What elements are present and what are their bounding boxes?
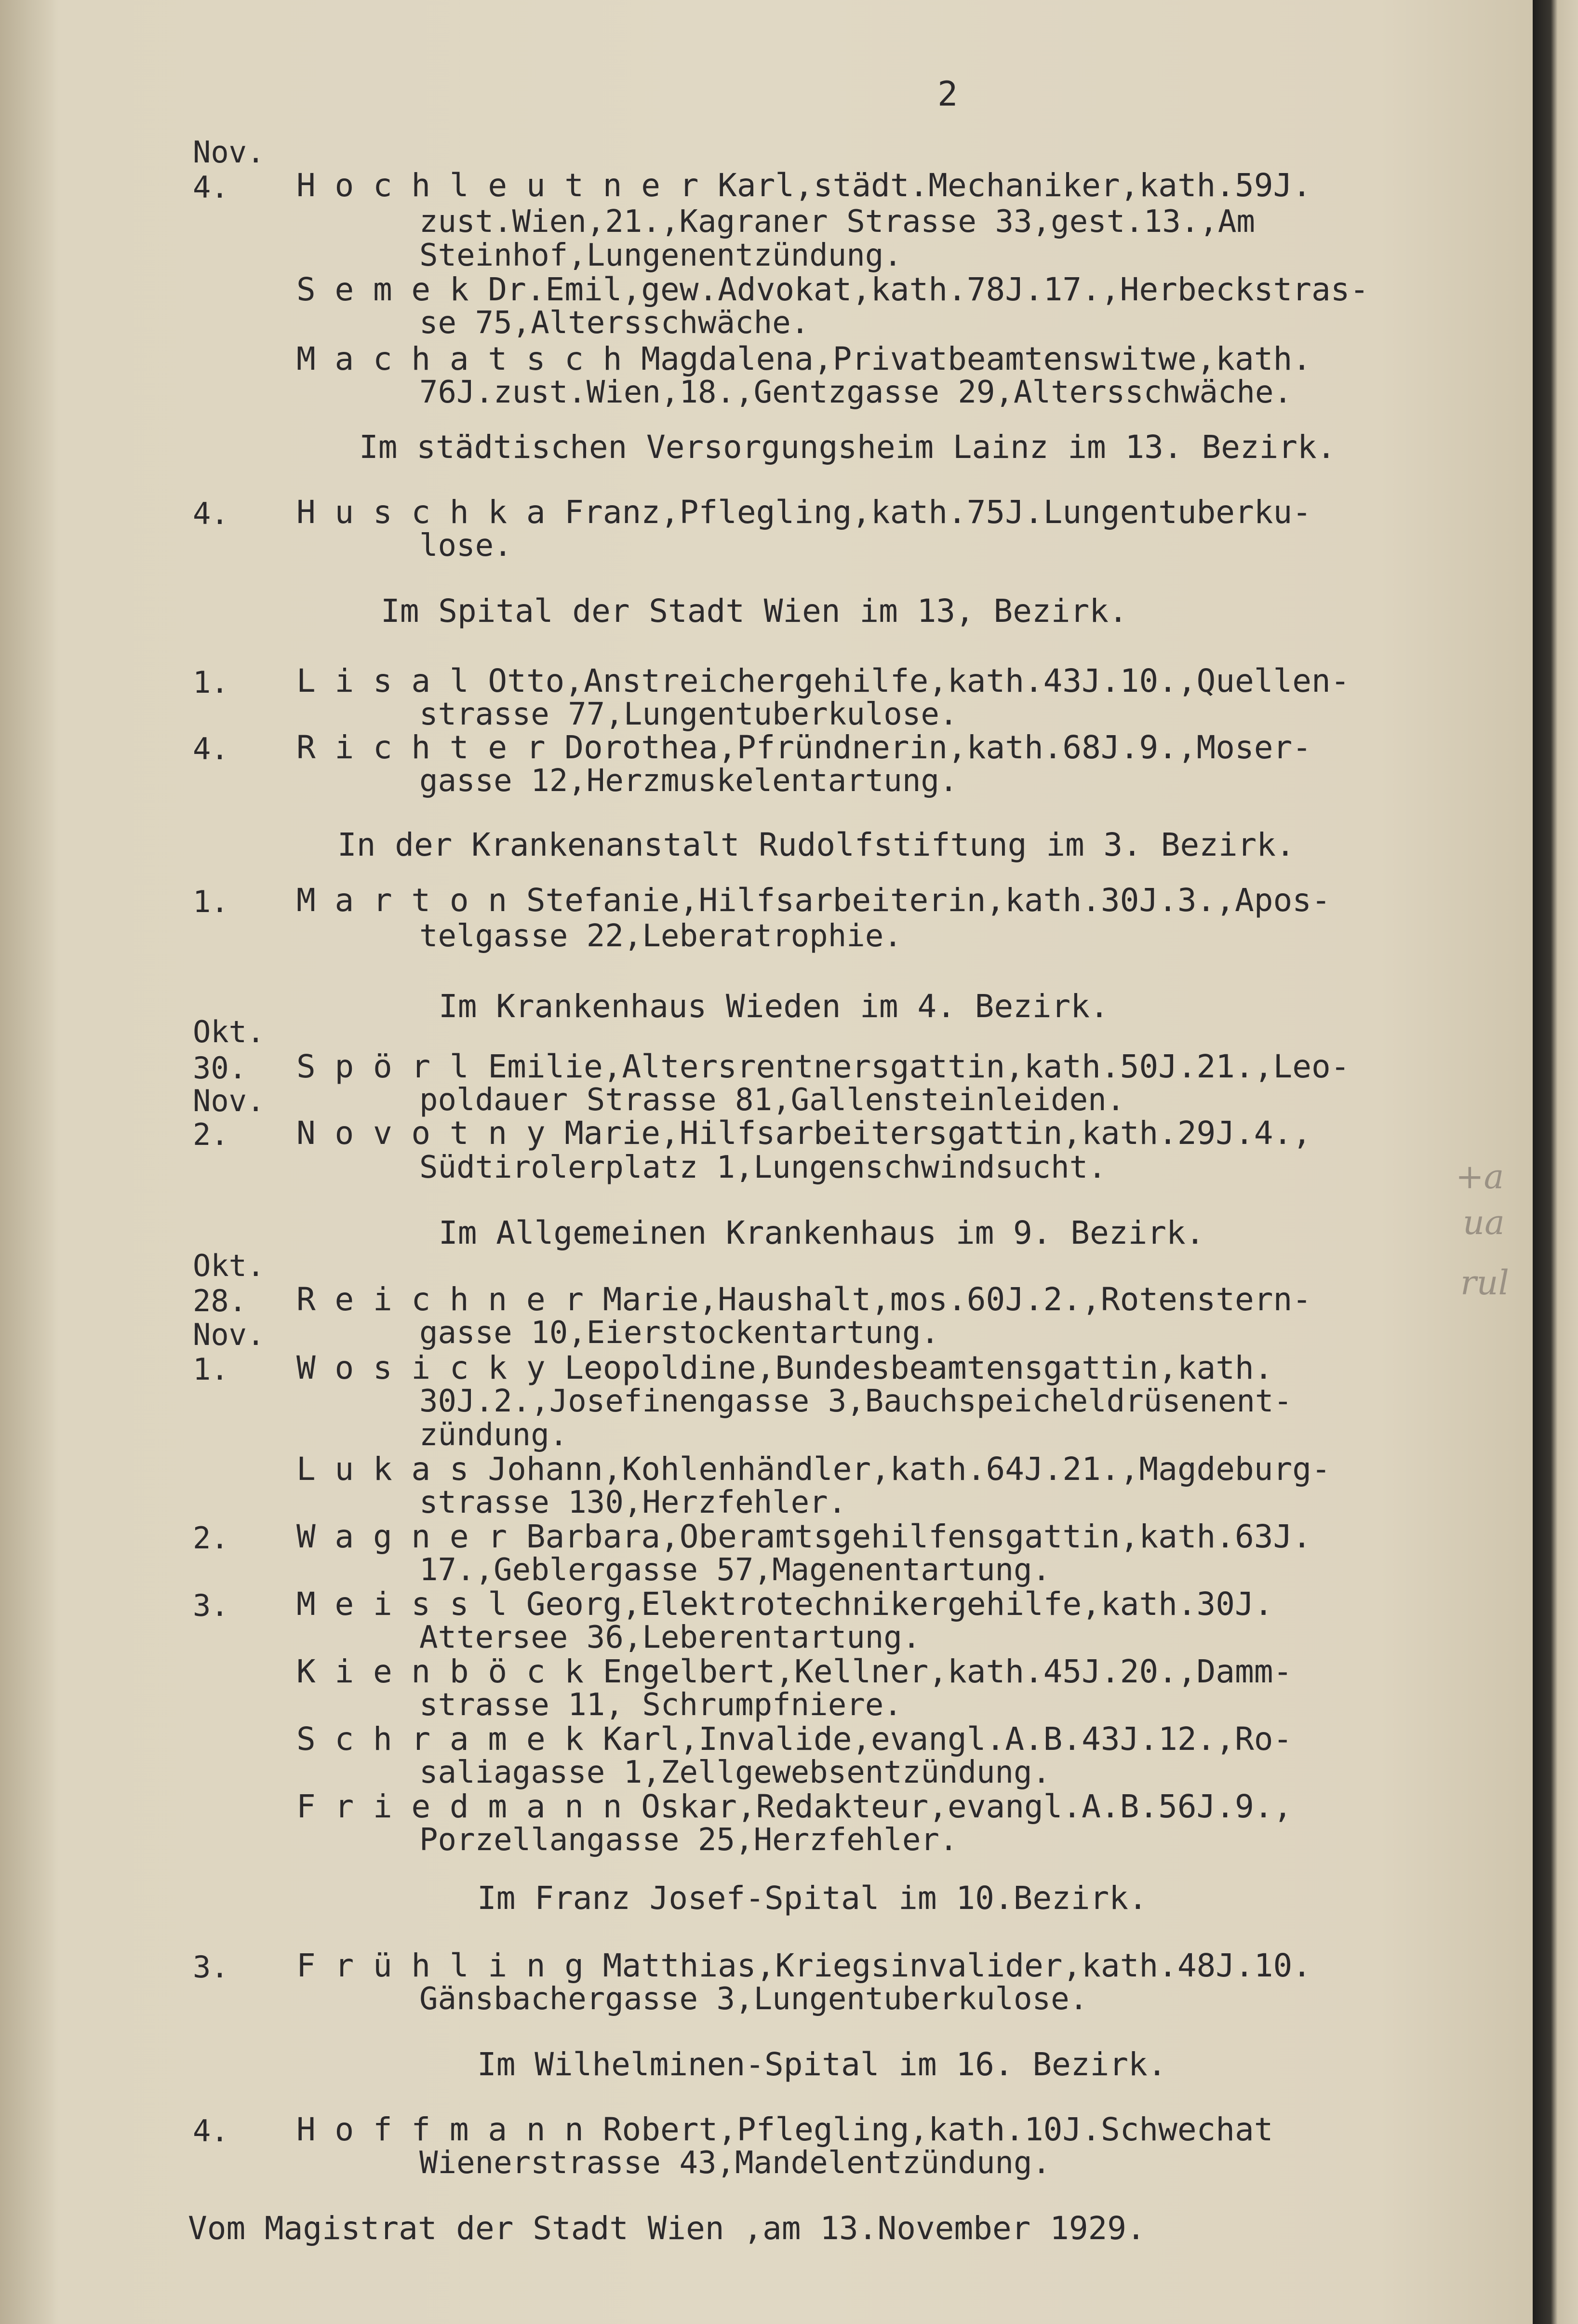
entry-line: strasse 11, Schrumpfniere.: [419, 1687, 902, 1723]
entry-line: telgasse 22,Leberatrophie.: [419, 918, 902, 954]
entry-line: Steinhof,Lungenentzündung.: [419, 238, 902, 273]
entry-date: 28.: [193, 1283, 247, 1318]
section-heading: Im Spital der Stadt Wien im 13, Bezirk.: [381, 592, 1128, 630]
entry-date: 4.: [193, 496, 229, 531]
entry-date: 1.: [193, 884, 229, 919]
entry-date: 2.: [193, 1117, 229, 1152]
entry-line: lose.: [419, 528, 512, 564]
entry-line: H o f f m a n n Robert,Pflegling,kath.10J.Schwechat: [296, 2111, 1273, 2148]
entry-date: 1.: [193, 1352, 229, 1387]
entry-line: Porzellangasse 25,Herzfehler.: [419, 1822, 958, 1858]
entry-date: 2.: [193, 1520, 229, 1556]
entry-line: S e m e k Dr.Emil,gew.Advokat,kath.78J.17.,Herbeckstras-: [296, 271, 1369, 308]
page-number: 2: [937, 74, 958, 114]
entry-line: poldauer Strasse 81,Gallensteinleiden.: [419, 1082, 1125, 1118]
entry-line: F r ü h l i n g Matthias,Kriegsinvalider,kath.48J.10.: [296, 1947, 1311, 1984]
entry-line: S p ö r l Emilie,Altersrentnersgattin,kath.50J.21.,Leo-: [296, 1048, 1350, 1085]
section-heading: Im Krankenhaus Wieden im 4. Bezirk.: [439, 988, 1109, 1025]
entry-line: Gänsbachergasse 3,Lungentuberkulose.: [419, 1981, 1088, 2017]
entry-date: 3.: [193, 1949, 229, 1985]
entry-line: Attersee 36,Leberentartung.: [419, 1620, 921, 1655]
entry-line: F r i e d m a n n Oskar,Redakteur,evangl.A.B.56J.9.,: [296, 1788, 1293, 1825]
entry-line: 76J.zust.Wien,18.,Gentzgasse 29,Altersschwäche.: [419, 375, 1292, 410]
entry-line: 17.,Geblergasse 57,Magenentartung.: [419, 1552, 1051, 1588]
entry-line: strasse 77,Lungentuberkulose.: [419, 697, 958, 732]
page-binding-shadow: [0, 0, 58, 2324]
entry-line: gasse 10,Eierstockentartung.: [419, 1315, 939, 1351]
entry-date: 30.: [193, 1050, 247, 1086]
section-heading: Im Wilhelminen-Spital im 16. Bezirk.: [477, 2046, 1167, 2083]
entry-date: Okt.: [193, 1248, 265, 1283]
section-heading: Im Allgemeinen Krankenhaus im 9. Bezirk.: [439, 1214, 1205, 1251]
entry-date: Nov.: [193, 1083, 265, 1118]
entry-date: 3.: [193, 1588, 229, 1623]
entry-line: H u s c h k a Franz,Pflegling,kath.75J.Lungentuberku-: [296, 494, 1311, 531]
entry-line: M a c h a t s c h Magdalena,Privatbeamtenswitwe,kath.: [296, 340, 1311, 377]
section-heading: In der Krankenanstalt Rudolfstiftung im 3. Bezirk.: [337, 826, 1295, 863]
entry-date: 4.: [193, 2113, 229, 2149]
entry-line: saliagasse 1,Zellgewebsentzündung.: [419, 1755, 1051, 1790]
entry-line: M a r t o n Stefanie,Hilfsarbeiterin,kath.30J.3.,Apos-: [296, 882, 1331, 919]
entry-date: 4.: [193, 170, 229, 205]
entry-line: strasse 130,Herzfehler.: [419, 1485, 847, 1520]
entry-line: H o c h l e u t n e r Karl,städt.Mechaniker,kath.59J.: [296, 167, 1311, 204]
entry-date: 1.: [193, 665, 229, 700]
entry-line: L u k a s Johann,Kohlenhändler,kath.64J.21.,Magdeburg-: [296, 1451, 1331, 1488]
adjacent-page-edge: [1533, 0, 1578, 2324]
section-heading: Im städtischen Versorgungsheim Lainz im 13. Bezirk.: [359, 429, 1336, 466]
signature-line: Vom Magistrat der Stadt Wien ,am 13.November 1929.: [188, 2210, 1146, 2247]
entry-line: L i s a l Otto,Anstreichergehilfe,kath.43J.10.,Quellen-: [296, 662, 1350, 699]
entry-line: W a g n e r Barbara,Oberamtsgehilfensgattin,kath.63J.: [296, 1518, 1311, 1555]
entry-line: R i c h t e r Dorothea,Pfründnerin,kath.68J.9.,Moser-: [296, 729, 1311, 766]
section-heading: Im Franz Josef-Spital im 10.Bezirk.: [477, 1880, 1148, 1917]
entry-line: Südtirolerplatz 1,Lungenschwindsucht.: [419, 1150, 1107, 1185]
entry-line: gasse 12,Herzmuskelentartung.: [419, 763, 958, 799]
entry-date: 4.: [193, 731, 229, 766]
entry-line: R e i c h n e r Marie,Haushalt,mos.60J.2.,Rotenstern-: [296, 1281, 1311, 1318]
margin-note: +a: [1456, 1157, 1504, 1196]
entry-line: N o v o t n y Marie,Hilfsarbeitersgattin,kath.29J.4.,: [296, 1115, 1311, 1152]
entry-line: K i e n b ö c k Engelbert,Kellner,kath.45J.20.,Damm-: [296, 1653, 1293, 1690]
margin-note: rul: [1460, 1263, 1509, 1303]
entry-line: S c h r a m e k Karl,Invalide,evangl.A.B.43J.12.,Ro-: [296, 1720, 1293, 1758]
margin-note: ua: [1463, 1203, 1505, 1242]
entry-line: zündung.: [419, 1417, 568, 1453]
entry-date: Nov.: [193, 1317, 265, 1352]
entry-line: W o s i c k y Leopoldine,Bundesbeamtensgattin,kath.: [296, 1349, 1273, 1386]
entry-line: 30J.2.,Josefinengasse 3,Bauchspeicheldrüsenent-: [419, 1384, 1292, 1419]
entry-date: Okt.: [193, 1014, 265, 1049]
entry-date: Nov.: [193, 134, 265, 170]
entry-line: M e i s s l Georg,Elektrotechnikergehilfe,kath.30J.: [296, 1585, 1273, 1623]
entry-line: Wienerstrasse 43,Mandelentzündung.: [419, 2145, 1051, 2181]
entry-line: zust.Wien,21.,Kagraner Strasse 33,gest.13.,Am: [419, 204, 1255, 240]
entry-line: se 75,Altersschwäche.: [419, 305, 810, 341]
